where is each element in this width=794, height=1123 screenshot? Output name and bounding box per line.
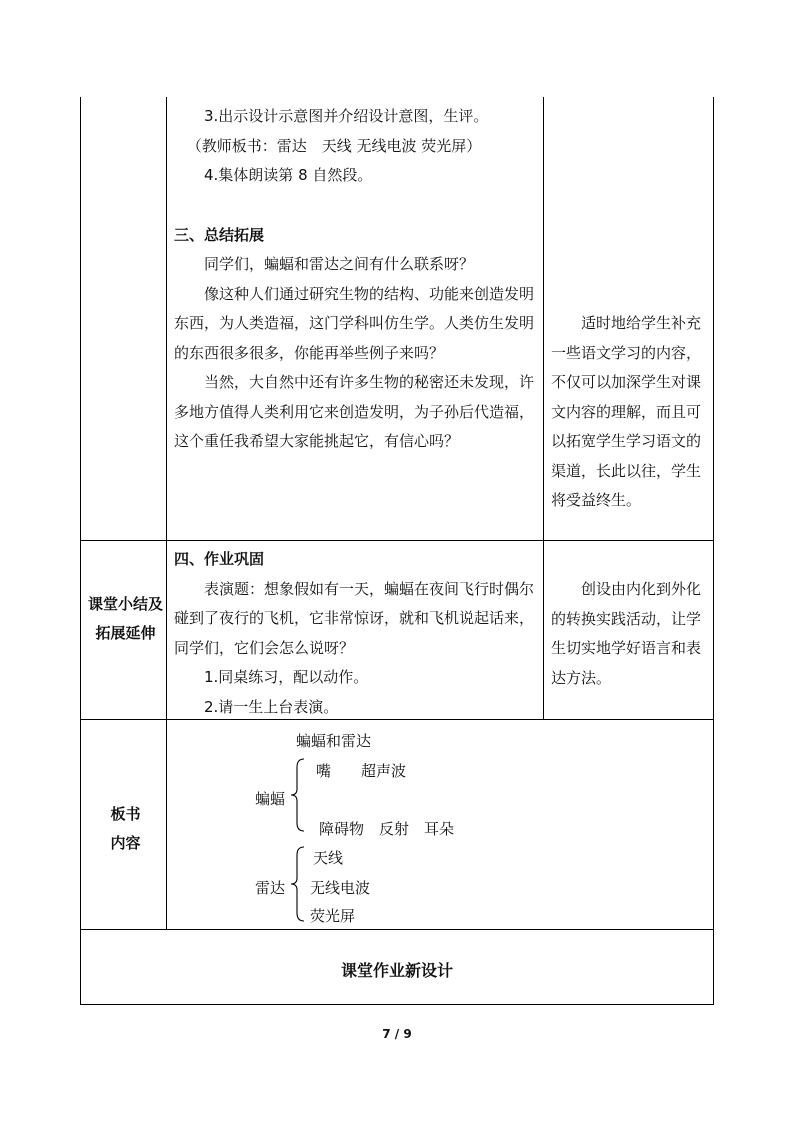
row2-label: 课堂小结及拓展延伸 [88,595,164,642]
row-divider-3 [80,929,714,930]
row1-intent-cell [551,309,703,516]
summary-heading: 三、总结拓展 [174,225,265,244]
board-radar-item-2: 无线电波 [310,879,371,897]
summary-para-3: 当然，大自然中还有许多生物的秘密还未发现，许多地方值得人类利用它来创造发明，为子孙后代造福，这个重任我希望大家能挑起它，有信心吗？ [174,373,535,450]
board-radar-item-1: 天线 [313,849,344,867]
board-bat-top: 嘴 超声波 [316,762,407,780]
board-bat-bottom: 障碍物 反射 耳朵 [319,820,455,838]
process-line-2: （教师板书：雷达 天线 无线电波 荧光屏） [186,136,482,155]
row3-label [88,800,163,858]
process-line-1: 3.出示设计示意图并介绍设计意图，生评。 [204,107,489,125]
homework-para-2: 1.同桌练习，配以动作。 [204,668,369,686]
homework-heading: 四、作业巩固 [174,550,265,568]
column-divider-1 [166,97,167,930]
board-label-line-1: 板书 [110,805,141,823]
row2-intent-text: 创设由内化到外化的转换实践活动，让学生切实地学好语言和表达方法。 [551,580,702,687]
process-line-3: 4.集体朗读第 8 自然段。 [204,166,373,184]
row1-intent-text: 适时地给学生补充一些语文学习的内容，不仅可以加深学生对课文内容的理解，而且可以拓宽学生学习语文的渠道，长此以往，学生将受益终生。 [551,314,702,509]
page-number: 7 / 9 [382,1027,412,1041]
column-divider-2 [543,97,544,719]
homework-para-3: 2.请一生上台表演。 [204,697,339,716]
summary-para-2: 像这种人们通过研究生物的结构、功能来创造发明东西，为人类造福，这门学科叫仿生学。人类仿生发明的东西很多很多，你能再举些例子来吗？ [174,284,535,362]
row-divider-1 [80,540,714,541]
summary-para-1: 同学们，蝙蝠和雷达之间有什么联系呀？ [204,255,475,273]
row1-process-cell [174,102,536,457]
board-bat-label: 蝙蝠 [255,790,286,808]
board-radar-item-3: 荧光屏 [310,907,356,925]
table-left-border [80,97,81,1005]
homework-para-1: 表演题：想象假如有一天，蝙蝠在夜间飞行时偶尔碰到了夜行的飞机，它非常惊讶，就和飞机说起话来，同学们，它们会怎么说呀？ [174,579,535,657]
board-radar-label: 雷达 [255,879,286,897]
radar-brace [290,846,306,922]
homework-design-title: 课堂作业新设计 [340,961,453,980]
board-label-line-2: 内容 [110,834,141,852]
table-right-border [713,97,714,1005]
bat-brace [290,758,306,832]
board-title: 蝙蝠和雷达 [296,732,372,750]
table-bottom-border [80,1004,714,1005]
row2-intent-cell [551,575,703,693]
row2-content-cell [174,545,536,722]
